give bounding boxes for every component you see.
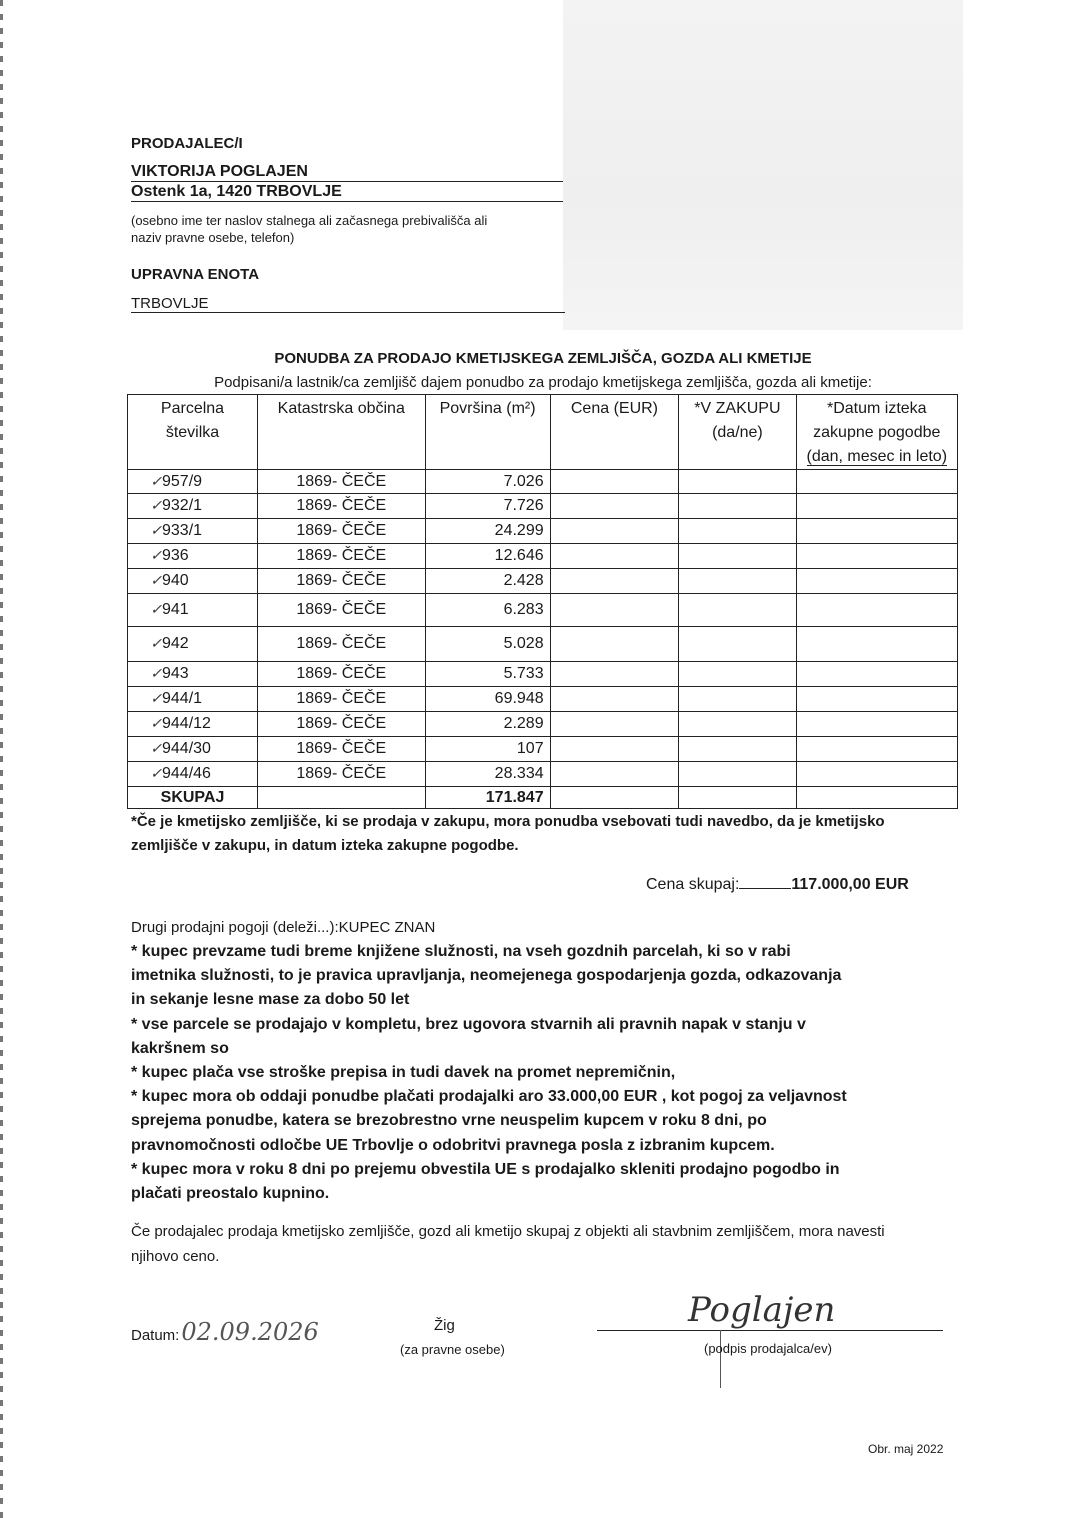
parcel-number-cell [128, 569, 258, 594]
lease-cell [679, 662, 796, 687]
total-price [646, 873, 909, 894]
area-cell: 5.028 [425, 627, 550, 662]
check-mark-icon: ✓ [150, 522, 162, 538]
cadastral-cell: 1869- ČEČE [258, 762, 426, 787]
price-cell [550, 494, 679, 519]
condition-line: plačati preostalo kupnino. [131, 1185, 330, 1203]
area-cell: 2.289 [425, 712, 550, 737]
table-row [128, 662, 958, 687]
lease-cell [679, 470, 796, 494]
parcel-number: 942 [162, 635, 189, 652]
signature-note: (podpis prodajalca/ev) [704, 1341, 832, 1356]
date-field [131, 1318, 319, 1346]
total-area: 171.847 [425, 787, 550, 809]
area-cell: 7.026 [425, 470, 550, 494]
price-value: 117.000,00 EUR [791, 876, 909, 893]
parcel-number-cell [128, 594, 258, 627]
check-mark-icon: ✓ [150, 601, 162, 617]
cadastral-cell: 1869- ČEČE [258, 470, 426, 494]
parcels-table [127, 394, 958, 809]
expiry-cell [796, 519, 957, 544]
condition-line: imetnika služnosti, to je pravica upravljanja, neomejenega gospodarjenja gozda, odkazovanja [131, 967, 842, 985]
header-cadastral: Katastrska občina [258, 395, 426, 470]
table-row [128, 687, 958, 712]
footnote-2: zemljišče v zakupu, in datum izteka zakupne pogodbe. [131, 837, 519, 854]
table-row [128, 737, 958, 762]
cadastral-cell: 1869- ČEČE [258, 594, 426, 627]
parcel-number: 957/9 [162, 472, 203, 490]
handwritten-signature: Poglajen [688, 1290, 836, 1330]
parcel-number: 944/30 [162, 740, 211, 757]
check-mark-icon: ✓ [150, 740, 162, 756]
price-cell [550, 762, 679, 787]
check-mark-icon: ✓ [150, 547, 162, 563]
seller-note-1: (osebno ime ter naslov stalnega ali začasnega prebivališča ali [131, 213, 488, 228]
admin-unit-text: TRBOVLJE [131, 295, 209, 312]
parcel-number-cell [128, 712, 258, 737]
objects-note-1: Če prodajalec prodaja kmetijsko zemljišče, gozd ali kmetijo skupaj z objekti ali stavbnim zemljiščem, mora navesti [131, 1223, 885, 1240]
expiry-cell [796, 544, 957, 569]
parcel-number-cell [128, 519, 258, 544]
parcel-number: 944/46 [162, 765, 211, 782]
stamp-label: Žig [434, 1317, 455, 1334]
seller-address: Ostenk 1a, 1420 TRBOVLJE [131, 183, 563, 202]
header-price: Cena (EUR) [550, 395, 679, 470]
expiry-cell [796, 687, 957, 712]
cadastral-cell: 1869- ČEČE [258, 712, 426, 737]
seller-name: VIKTORIJA POGLAJEN [131, 163, 563, 182]
total-expiry-cell [796, 787, 957, 809]
condition-line: in sekanje lesne mase za dobo 50 let [131, 991, 410, 1009]
parcel-number-cell [128, 737, 258, 762]
seller-heading: PRODAJALEC/I [131, 135, 243, 152]
area-cell: 2.428 [425, 569, 550, 594]
area-cell: 7.726 [425, 494, 550, 519]
area-cell: 6.283 [425, 594, 550, 627]
check-mark-icon: ✓ [150, 497, 162, 513]
table-header-row [128, 395, 958, 470]
price-cell [550, 737, 679, 762]
parcel-number-cell [128, 494, 258, 519]
parcel-number: 943 [162, 665, 189, 682]
area-cell: 107 [425, 737, 550, 762]
total-lease-cell [679, 787, 796, 809]
parcel-number: 940 [162, 572, 189, 589]
check-mark-icon: ✓ [150, 472, 162, 489]
cadastral-cell: 1869- ČEČE [258, 569, 426, 594]
condition-line: sprejema ponudbe, katera se brezobrestno vrne neuspelim kupcem v roku 8 dni, po [131, 1112, 767, 1130]
table-row [128, 594, 958, 627]
date-label: Datum: [131, 1327, 180, 1344]
condition-line: kakršnem so [131, 1039, 229, 1057]
signature-stroke [720, 1330, 721, 1388]
cadastral-cell: 1869- ČEČE [258, 737, 426, 762]
condition-line: * kupec prevzame tudi breme knjižene služnosti, na vseh gozdnih parcelah, ki so v rabi [131, 943, 791, 960]
table-total-row [128, 787, 958, 809]
expiry-cell [796, 737, 957, 762]
expiry-cell [796, 569, 957, 594]
total-label: SKUPAJ [128, 787, 258, 809]
price-underline [739, 873, 791, 889]
parcel-number-cell [128, 662, 258, 687]
price-label: Cena skupaj: [646, 876, 740, 893]
expiry-cell [796, 712, 957, 737]
condition-line: * kupec plača vse stroške prepisa in tudi davek na promet nepremičnin, [131, 1064, 676, 1082]
parcel-number-cell [128, 627, 258, 662]
parcel-number: 936 [162, 547, 189, 564]
lease-cell [679, 594, 796, 627]
parcel-number: 932/1 [162, 497, 203, 514]
offer-title: PONUDBA ZA PRODAJO KMETIJSKEGA ZEMLJIŠČA, GOZDA ALI KMETIJE [274, 350, 812, 367]
price-cell [550, 687, 679, 712]
expiry-cell [796, 762, 957, 787]
conditions-list [131, 940, 847, 1206]
price-cell [550, 544, 679, 569]
cadastral-cell: 1869- ČEČE [258, 687, 426, 712]
parcel-number: 944/1 [162, 690, 203, 707]
header-expiry: *Datum izteka zakupne pogodbe (dan, mesec in leto) [796, 395, 957, 470]
stamp-note: (za pravne osebe) [400, 1342, 505, 1357]
admin-unit-value [131, 295, 565, 313]
expiry-cell [796, 470, 957, 494]
lease-cell [679, 712, 796, 737]
cadastral-cell: 1869- ČEČE [258, 519, 426, 544]
price-cell [550, 569, 679, 594]
offer-subtitle: Podpisani/a lastnik/ca zemljišč dajem ponudbo za prodajo kmetijskega zemljišča, gozda ali kmetije: [214, 374, 872, 391]
parcel-number-cell [128, 687, 258, 712]
expiry-cell [796, 594, 957, 627]
condition-line: * kupec mora v roku 8 dni po prejemu obvestila UE s prodajalko skleniti prodajno pogodbo in [131, 1160, 840, 1178]
cadastral-cell: 1869- ČEČE [258, 662, 426, 687]
total-empty-cell [258, 787, 426, 809]
area-cell: 28.334 [425, 762, 550, 787]
parcel-number: 944/12 [162, 715, 211, 732]
cadastral-cell: 1869- ČEČE [258, 494, 426, 519]
check-mark-icon: ✓ [150, 765, 162, 781]
parcel-number-cell [128, 470, 258, 494]
table-row [128, 712, 958, 737]
price-cell [550, 627, 679, 662]
area-cell: 5.733 [425, 662, 550, 687]
check-mark-icon: ✓ [150, 690, 162, 706]
table-row [128, 470, 958, 494]
price-cell [550, 470, 679, 494]
expiry-cell [796, 494, 957, 519]
date-handwritten: 02.09.2026 [181, 1318, 319, 1346]
scan-edge [0, 0, 3, 1518]
objects-note-2: njihovo ceno. [131, 1248, 220, 1265]
check-mark-icon: ✓ [150, 635, 162, 651]
check-mark-icon: ✓ [150, 572, 162, 588]
signature-line [597, 1330, 943, 1331]
table-row [128, 627, 958, 662]
header-parcel: Parcelna številka [128, 395, 258, 470]
table-row [128, 762, 958, 787]
expiry-cell [796, 662, 957, 687]
area-cell: 69.948 [425, 687, 550, 712]
area-cell: 24.299 [425, 519, 550, 544]
price-cell [550, 662, 679, 687]
condition-line: * kupec mora ob oddaji ponudbe plačati prodajalki aro 33.000,00 EUR , kot pogoj za veljavnost [131, 1088, 847, 1106]
lease-cell [679, 737, 796, 762]
price-cell [550, 519, 679, 544]
seller-note-2: naziv pravne osebe, telefon) [131, 230, 295, 245]
parcel-number-cell [128, 544, 258, 569]
form-code: Obr. maj 2022 [868, 1442, 944, 1456]
table-row [128, 544, 958, 569]
lease-cell [679, 569, 796, 594]
check-mark-icon: ✓ [150, 665, 162, 681]
table-row [128, 519, 958, 544]
condition-line: * vse parcele se prodajajo v kompletu, brez ugovora stvarnih ali pravnih napak v stanju v [131, 1015, 806, 1033]
total-price-cell [550, 787, 679, 809]
price-cell [550, 712, 679, 737]
parcel-number: 933/1 [162, 522, 203, 539]
admin-unit-heading: UPRAVNA ENOTA [131, 266, 260, 283]
lease-cell [679, 687, 796, 712]
conditions-intro: Drugi prodajni pogoji (deleži...):KUPEC ZNAN [131, 919, 436, 936]
lease-cell [679, 762, 796, 787]
footnote-1: *Če je kmetijsko zemljišče, ki se prodaja v zakupu, mora ponudba vsebovati tudi navedbo, da je kmetijsko [131, 813, 885, 830]
expiry-cell [796, 627, 957, 662]
lease-cell [679, 627, 796, 662]
parcel-number-cell [128, 762, 258, 787]
condition-line: pravnomočnosti odločbe UE Trbovlje o odobritvi pravnega posla z izbranim kupcem. [131, 1136, 775, 1154]
price-cell [550, 594, 679, 627]
lease-cell [679, 494, 796, 519]
table-row [128, 569, 958, 594]
cadastral-cell: 1869- ČEČE [258, 544, 426, 569]
lease-cell [679, 544, 796, 569]
redacted-area [563, 0, 963, 330]
table-row [128, 494, 958, 519]
check-mark-icon: ✓ [150, 715, 162, 731]
header-area: Površina (m²) [425, 395, 550, 470]
header-lease: *V ZAKUPU (da/ne) [679, 395, 796, 470]
cadastral-cell: 1869- ČEČE [258, 627, 426, 662]
area-cell: 12.646 [425, 544, 550, 569]
parcel-number: 941 [162, 601, 189, 618]
lease-cell [679, 519, 796, 544]
